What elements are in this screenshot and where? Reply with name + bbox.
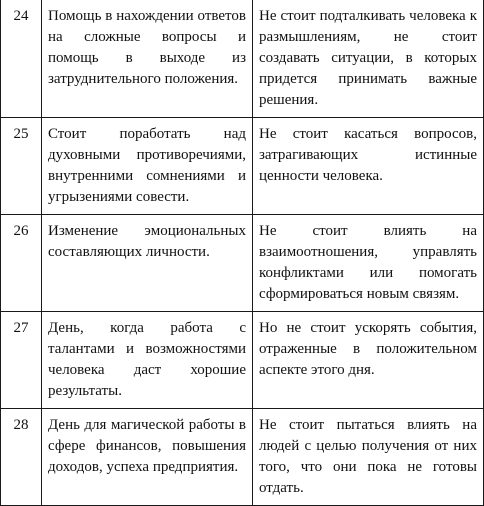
day-advice: Не стоит касаться вопросов, затрагивающих истинные ценности человека. [253, 118, 484, 215]
day-description: Стоит поработать над духовными противоречиями, внутренними сомнениями и угрызениями совести. [42, 118, 253, 215]
day-advice: Но не стоит ускорять события, отраженные в положительном аспекте этого дня. [253, 312, 484, 409]
table-row [1, 0, 484, 118]
day-advice: Не стоит пытаться влиять на людей с целью получения от них того, что они пока не готовы отдать. [253, 409, 484, 506]
day-description: День, когда работа с талантами и возможностями человека даст хорошие результаты. [42, 312, 253, 409]
day-description: Изменение эмоциональных составляющих личности. [42, 215, 253, 312]
day-number: 26 [1, 215, 42, 312]
table-row [1, 312, 484, 409]
day-number: 25 [1, 118, 42, 215]
day-advice: Не стоит подталкивать человека к размышлениям, не стоит создавать ситуации, в которых придется принимать важные решения. [253, 0, 484, 118]
day-number: 24 [1, 0, 42, 118]
table-row [1, 118, 484, 215]
day-description: День для магической работы в сфере финансов, повышения доходов, успеха предприятия. [42, 409, 253, 506]
day-description: Помощь в нахождении ответов на сложные вопросы и помощь в выходе из затруднительного положения. [42, 0, 253, 118]
day-advice: Не стоит влиять на взаимоотношения, управлять конфликтами или помогать сформироваться новым связям. [253, 215, 484, 312]
table-row [1, 409, 484, 506]
day-number: 28 [1, 409, 42, 506]
day-number: 27 [1, 312, 42, 409]
table-row [1, 215, 484, 312]
